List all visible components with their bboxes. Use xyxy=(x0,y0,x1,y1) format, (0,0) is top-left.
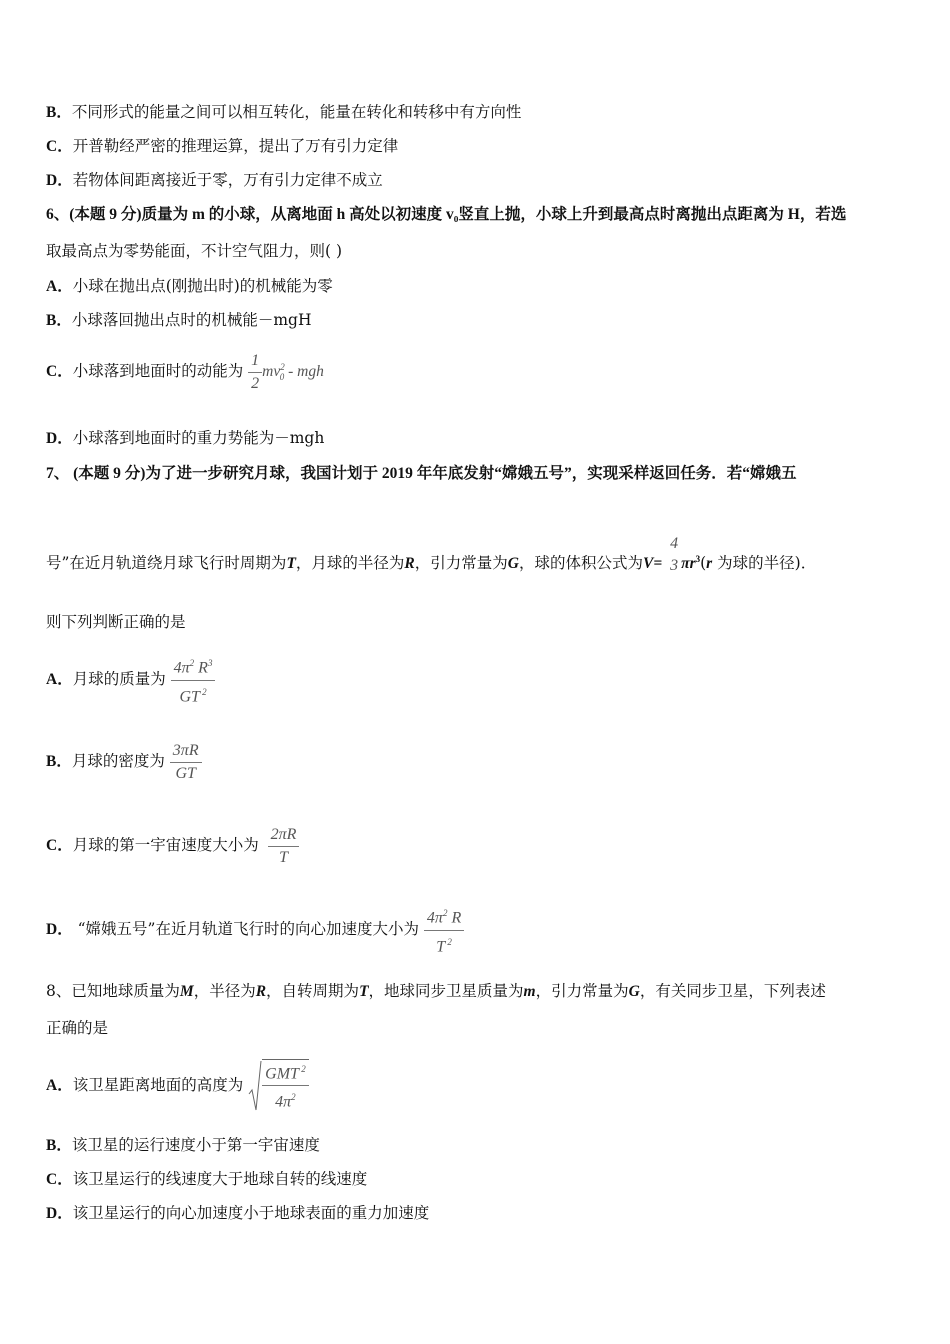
q8-option-a xyxy=(46,1048,309,1123)
formula-term: GMT xyxy=(265,1065,299,1082)
formula-term: 4π xyxy=(173,659,190,677)
question-stem: 号”在近月轨道绕月球飞行时周期为 xyxy=(46,554,287,573)
symbol-R: R xyxy=(404,555,415,573)
q6-option-a xyxy=(46,276,333,297)
q6-option-b xyxy=(46,310,311,331)
formula-exponent: 2 xyxy=(199,686,207,697)
question-stem: 取最高点为零势能面，不计空气阻力，则( ) xyxy=(46,242,343,260)
radical-sign-icon xyxy=(248,1060,262,1112)
question-stem: (本题 9 分)为了进一步研究月球，我国计划于 2019 年年底发射“嫦娥五号”，实现采样返回任务．若“嫦娥五 xyxy=(69,465,797,482)
fraction-denominator xyxy=(272,1086,299,1111)
symbol-r: r xyxy=(706,555,713,573)
question-stem: ，自转周期为 xyxy=(266,982,360,1000)
formula-exponent: 2 xyxy=(280,362,285,372)
q5-option-d xyxy=(46,170,383,191)
fraction-numerator: 3πR xyxy=(170,742,202,763)
formula-exponent: 3 xyxy=(207,658,213,669)
fraction-moon-mass xyxy=(171,654,216,706)
symbol-M: M xyxy=(179,983,194,1000)
formula-exponent: 2 xyxy=(291,1092,296,1102)
formula-term: R xyxy=(447,909,462,927)
option-text: 月球的密度为 xyxy=(71,752,165,770)
option-label: B． xyxy=(46,104,72,121)
question-stem: ，地球同步卫星质量为 xyxy=(368,982,524,1000)
q7-stem-line-2 xyxy=(46,522,816,601)
option-label: C． xyxy=(46,363,73,381)
square-root-expression xyxy=(248,1060,309,1112)
option-label: D． xyxy=(46,921,73,938)
q8-option-d xyxy=(46,1203,429,1224)
question-stem: ，半径为 xyxy=(193,982,256,1000)
fraction-denominator: 3 xyxy=(670,557,679,575)
fraction-orbit-term xyxy=(262,1060,309,1112)
formula-subscript: 0 xyxy=(279,372,285,383)
fraction-numerator: 1 xyxy=(251,351,260,369)
fraction-moon-density xyxy=(170,742,202,783)
q7-option-b xyxy=(46,730,202,793)
option-text: 小球落到地面时的动能为 xyxy=(72,362,244,381)
formula-term: T xyxy=(436,937,446,955)
question-stem: 为球的半径)． xyxy=(712,554,817,573)
question-stem: 已知地球质量为 xyxy=(71,982,180,1000)
question-number: 8、 xyxy=(46,982,72,1000)
fraction-numerator xyxy=(424,904,464,930)
option-label: C． xyxy=(46,1171,73,1188)
fraction-denominator: 2 xyxy=(248,372,262,393)
fraction-centripetal-acceleration xyxy=(424,904,464,956)
question-stem: ，引力常量为 xyxy=(414,554,508,573)
symbol-G: G xyxy=(628,983,640,1000)
symbol-T: T xyxy=(359,983,369,1000)
formula-exponent: 2 xyxy=(189,658,195,669)
fraction-numerator: 4 xyxy=(670,535,679,553)
question-stem: 正确的是 xyxy=(46,1019,109,1037)
option-text: 小球落到地面时的重力势能为－mgh xyxy=(72,429,325,447)
option-label: A． xyxy=(46,278,73,295)
option-label: D． xyxy=(46,1205,73,1222)
fraction-denominator: GT xyxy=(175,764,196,782)
q7-stem-line-3 xyxy=(46,612,186,632)
option-text: 若物体间距离接近于零，万有引力定律不成立 xyxy=(72,171,383,189)
q5-option-c xyxy=(46,136,398,157)
option-text: 该卫星的运行速度小于第一宇宙速度 xyxy=(71,1136,320,1154)
formula-exponent: 3 xyxy=(695,554,701,564)
fraction-denominator xyxy=(176,681,209,706)
option-text: 该卫星运行的向心加速度小于地球表面的重力加速度 xyxy=(72,1204,430,1222)
option-text: 不同形式的能量之间可以相互转化，能量在转化和转移中有方向性 xyxy=(71,103,522,121)
option-text: 该卫星距离地面的高度为 xyxy=(72,1076,244,1094)
q6-option-c xyxy=(46,345,324,399)
formula-term: 4π xyxy=(275,1093,292,1111)
option-label: C． xyxy=(46,138,73,155)
option-label: C． xyxy=(46,837,73,854)
fraction-numerator xyxy=(262,1060,309,1086)
q5-option-b xyxy=(46,102,521,123)
fraction-denominator xyxy=(433,931,455,956)
option-label: B． xyxy=(46,753,72,770)
symbol-T: T xyxy=(286,555,296,573)
fraction-numerator: 2πR xyxy=(268,826,300,847)
formula-pi-r: πr xyxy=(681,555,696,573)
option-label: A． xyxy=(46,1077,73,1094)
formula-term: mv xyxy=(262,363,281,381)
option-label: D． xyxy=(46,172,73,189)
fraction-four-thirds xyxy=(667,535,681,575)
formula-exponent: 2 xyxy=(445,936,452,947)
option-text: 小球落回抛出点时的机械能－mgH xyxy=(71,311,312,329)
q7-option-a xyxy=(46,648,215,711)
question-stem: (本题 9 分)质量为 m 的小球，从离地面 h 高处以初速度 v₀竖直上抛，小球上升到最高点时离抛出点距离为 H，若选 xyxy=(69,206,847,223)
formula-term: R xyxy=(194,659,208,677)
question-stem: ，引力常量为 xyxy=(535,982,629,1000)
question-stem: 则下列判断正确的是 xyxy=(46,613,186,631)
q8-stem-line-1 xyxy=(46,981,826,1002)
option-text: 月球的质量为 xyxy=(72,670,166,688)
q6-stem-line-2 xyxy=(46,241,342,261)
q8-stem-line-2 xyxy=(46,1018,108,1038)
q6-stem-line-1 xyxy=(46,204,846,225)
fraction-numerator xyxy=(171,654,216,680)
option-text: 小球在抛出点(刚抛出时)的机械能为零 xyxy=(72,277,333,295)
option-label: B． xyxy=(46,312,72,329)
option-text: 开普勒经严密的推理运算，提出了万有引力定律 xyxy=(72,137,399,155)
q8-option-b xyxy=(46,1135,320,1156)
radicand xyxy=(262,1059,309,1112)
option-text: 该卫星运行的线速度大于地球自转的线速度 xyxy=(72,1170,368,1188)
option-label: A． xyxy=(46,671,73,688)
option-text: “嫦娥五号”在近月轨道飞行时的向心加速度大小为 xyxy=(72,920,419,938)
formula-tail: - mgh xyxy=(284,363,324,381)
question-stem: ，球的体积公式为 xyxy=(518,554,643,573)
formula-term: GT xyxy=(179,687,200,705)
q6-option-d xyxy=(46,428,324,449)
question-number: 7、 xyxy=(46,465,70,482)
symbol-G: G xyxy=(507,555,519,573)
symbol-m: m xyxy=(523,983,536,1000)
question-stem: ，有关同步卫星，下列表述 xyxy=(639,982,826,1000)
fraction-one-half xyxy=(248,352,262,393)
option-text: 月球的第一宇宙速度大小为 xyxy=(72,836,259,854)
question-number: 6、 xyxy=(46,206,70,223)
symbol-R: R xyxy=(255,983,267,1000)
formula-exponent: 2 xyxy=(298,1063,306,1074)
symbol-V: V= xyxy=(643,555,663,573)
option-label: B． xyxy=(46,1137,72,1154)
formula-mv xyxy=(262,362,324,383)
fraction-first-cosmic-velocity xyxy=(268,826,300,867)
formula-exponent: 2 xyxy=(442,908,448,919)
q7-stem-line-1 xyxy=(46,463,796,484)
option-label: D． xyxy=(46,430,73,447)
fraction-denominator: T xyxy=(279,848,288,866)
paren: ( xyxy=(700,554,707,573)
q8-option-c xyxy=(46,1169,367,1190)
formula-term: 4π xyxy=(426,909,443,927)
question-stem: ，月球的半径为 xyxy=(295,554,405,573)
q7-option-d xyxy=(46,898,464,961)
q7-option-c xyxy=(46,814,299,877)
